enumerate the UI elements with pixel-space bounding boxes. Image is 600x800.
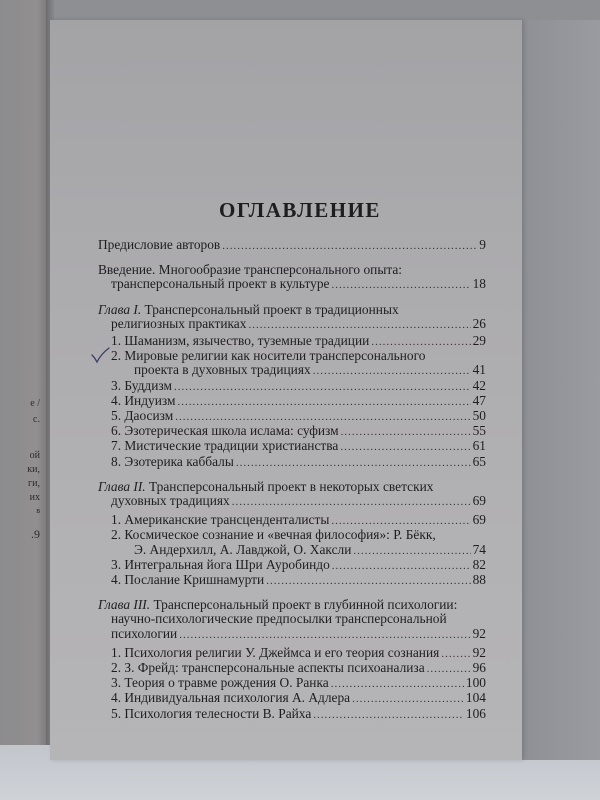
leader-dots <box>174 380 471 394</box>
toc-section[interactable] <box>98 439 486 454</box>
prev-page-fragment: ой <box>29 450 40 461</box>
entry-title: 5. Психология телесности В. Райха <box>111 705 312 721</box>
page-number: 100 <box>465 675 486 691</box>
toc-chapter[interactable] <box>98 480 486 509</box>
chapter-label: Глава I. <box>98 301 142 317</box>
entry-title: 3. Буддизм <box>111 377 172 393</box>
page-number: 69 <box>472 512 486 528</box>
leader-dots <box>332 559 471 573</box>
entry-title: 1. Американские трансценденталисты <box>111 512 330 528</box>
leader-dots <box>313 708 464 722</box>
leader-dots <box>222 239 477 253</box>
entry-title: 5. Даосизм <box>111 408 174 424</box>
entry-title: 7. Мистические традиции христианства <box>111 438 339 454</box>
leader-dots <box>331 677 464 691</box>
leader-dots <box>340 440 470 454</box>
leader-dots <box>352 692 464 706</box>
entry-title: 6. Эзотерическая школа ислама: суфизм <box>111 423 339 439</box>
leader-dots <box>427 662 471 676</box>
chapter-label: Глава II. <box>98 478 146 494</box>
toc-chapter[interactable] <box>98 598 486 642</box>
page-number: 88 <box>472 572 486 588</box>
leader-dots <box>175 410 470 424</box>
table-of-contents <box>98 238 486 722</box>
toc-section[interactable] <box>98 661 486 676</box>
toc-section[interactable] <box>98 349 486 378</box>
toc-chapter[interactable] <box>98 303 486 332</box>
entry-title-cont: научно-психологические предпосылки трансперсональной <box>111 611 447 627</box>
entry-title: Трансперсональный проект в традиционных <box>144 301 399 317</box>
page-number: 104 <box>465 690 486 706</box>
page-title: ОГЛАВЛЕНИЕ <box>219 198 381 222</box>
page-number: 26 <box>472 315 486 331</box>
page-number: 41 <box>472 362 486 378</box>
toc-section[interactable] <box>98 394 486 409</box>
page-number: 55 <box>472 423 486 439</box>
leader-dots <box>177 395 470 409</box>
entry-title: 2. Космическое сознание и «вечная философия»: Р. Бёкк, <box>111 527 436 543</box>
prev-page-fragment: их <box>29 492 40 503</box>
toc-section[interactable] <box>98 707 486 722</box>
entry-title: 8. Эзотерика каббалы <box>111 453 234 469</box>
leader-dots <box>179 628 470 642</box>
toc-entry[interactable] <box>98 238 486 253</box>
leader-dots <box>266 574 470 588</box>
leader-dots <box>236 456 471 470</box>
leader-dots <box>331 514 470 528</box>
entry-title: 4. Послание Кришнамурти <box>111 572 265 588</box>
page-number: 65 <box>472 453 486 469</box>
toc-section[interactable] <box>98 691 486 706</box>
entry-title: 2. Мировые религии как носители трансперсонального <box>111 348 426 364</box>
page-number: 74 <box>472 541 486 557</box>
toc-entry[interactable] <box>98 263 486 292</box>
entry-title: 4. Индивидуальная психология А. Адлера <box>111 690 351 706</box>
entry-title: 1. Психология религии У. Джеймса и его теория сознания <box>111 644 440 660</box>
leader-dots <box>331 278 470 292</box>
prev-page-fragment: .9 <box>31 527 40 541</box>
background-right <box>522 20 600 760</box>
entry-title: Предисловие авторов <box>98 237 221 252</box>
prev-page-fragment: ги, <box>28 478 40 489</box>
toc-section[interactable] <box>98 379 486 394</box>
toc-section[interactable] <box>98 528 486 557</box>
entry-title-cont: религиозных практиках <box>111 315 247 331</box>
handwritten-checkmark-icon <box>90 347 110 365</box>
toc-section[interactable] <box>98 409 486 424</box>
page-number: 29 <box>472 333 486 349</box>
leader-dots <box>441 647 470 661</box>
entry-title-cont: проекта в духовных традициях <box>134 362 311 378</box>
entry-title: 1. Шаманизм, язычество, туземные традиции <box>111 333 370 349</box>
entry-title: 2. З. Фрейд: трансперсональные аспекты психоанализа <box>111 660 425 676</box>
entry-title: 3. Интегральная йога Шри Ауробиндо <box>111 556 330 572</box>
toc-section[interactable] <box>98 513 486 528</box>
prev-page-fragment: в <box>36 506 40 515</box>
leader-dots <box>248 318 470 332</box>
toc-section[interactable] <box>98 676 486 691</box>
toc-section[interactable] <box>98 424 486 439</box>
entry-title: 4. Индуизм <box>111 392 176 408</box>
page-number: 18 <box>472 276 486 292</box>
leader-dots <box>313 364 471 378</box>
entry-title: Трансперсональный проект в некоторых светских <box>149 478 434 494</box>
page-number: 61 <box>472 438 486 454</box>
page-number: 42 <box>472 377 486 393</box>
entry-title: Введение. Многообразие трансперсонального опыта: <box>98 262 403 278</box>
page-number: 82 <box>472 556 486 572</box>
page-number: 92 <box>472 625 486 641</box>
toc-section[interactable] <box>98 455 486 470</box>
leader-dots <box>353 544 470 558</box>
toc-section[interactable] <box>98 573 486 588</box>
chapter-label: Глава III. <box>98 597 151 613</box>
toc-section[interactable] <box>98 558 486 573</box>
entry-title-cont: Э. Андерхилл, А. Лавджой, О. Хаксли <box>134 541 352 557</box>
entry-title-cont: духовных традициях <box>111 493 230 509</box>
page-number: 50 <box>472 408 486 424</box>
leader-dots <box>371 335 470 349</box>
prev-page-fragment: ки, <box>27 464 40 475</box>
page-number: 69 <box>472 493 486 509</box>
page-number: 96 <box>472 660 486 676</box>
prev-page-fragment: c. <box>33 414 40 425</box>
entry-title: Трансперсональный проект в глубинной психологии: <box>153 597 458 613</box>
entry-title: 3. Теория о травме рождения О. Ранка <box>111 675 329 691</box>
entry-title-cont: трансперсональный проект в культуре <box>111 276 330 292</box>
page-number: 92 <box>472 644 486 660</box>
page-number: 47 <box>472 392 486 408</box>
toc-section[interactable] <box>98 334 486 349</box>
leader-dots <box>341 425 471 439</box>
page-number: 9 <box>479 237 486 252</box>
entry-title-cont: психологии <box>111 625 178 641</box>
toc-section[interactable] <box>98 646 486 661</box>
prev-page-fragment: e / <box>30 398 40 409</box>
page-number: 106 <box>465 705 486 721</box>
previous-page-edge <box>0 0 46 745</box>
leader-dots <box>232 495 471 509</box>
